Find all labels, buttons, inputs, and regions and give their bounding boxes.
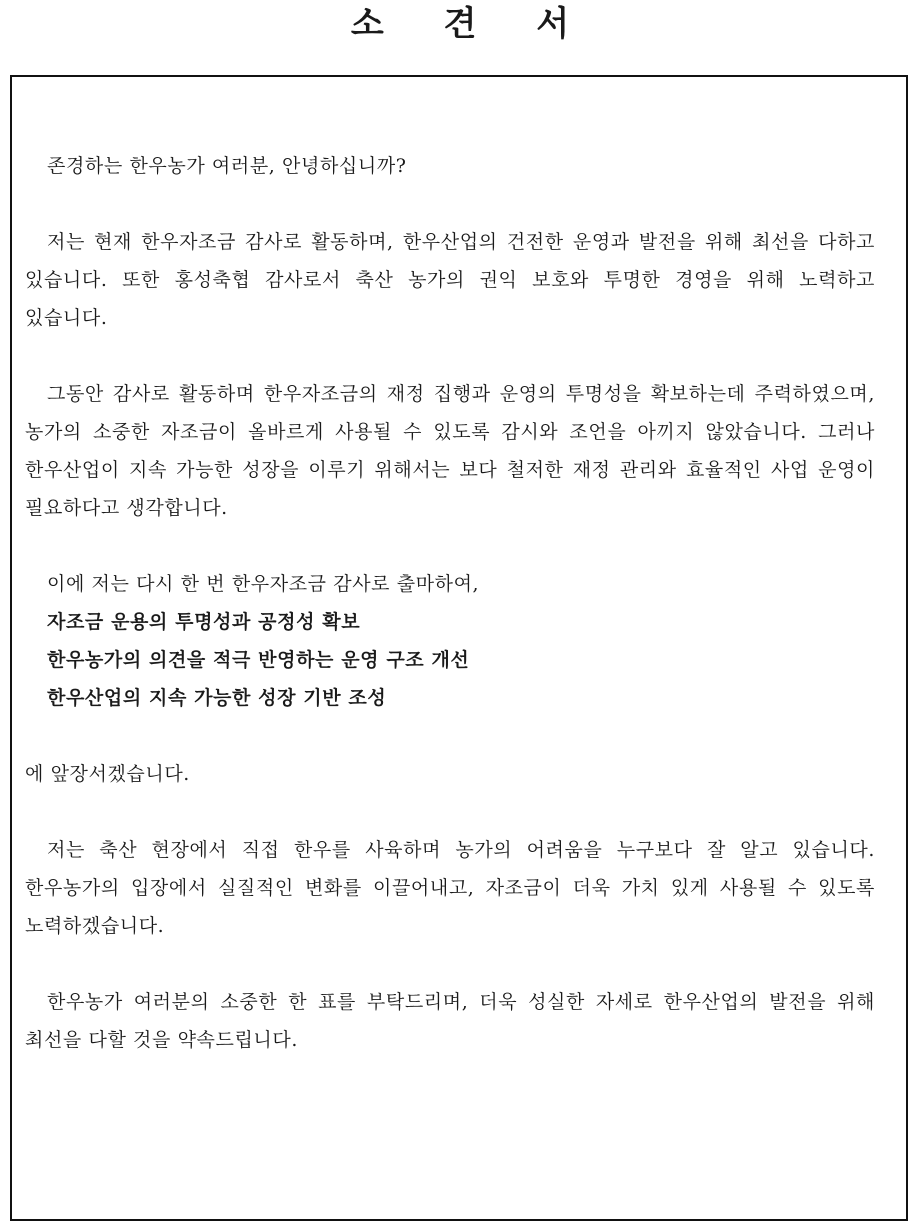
candidacy-paragraph: 이에 저는 다시 한 번 한우자조금 감사로 출마하여,: [47, 573, 480, 595]
closing-paragraph: 한우농가 여러분의 소중한 한 표를 부탁드리며, 더욱 성실한 자세로 한우산업의 발전을 위해 최선을 다할 것을 약속드립니다.: [25, 991, 875, 1051]
activity-paragraph: 그동안 감사로 활동하며 한우자조금의 재정 집행과 운영의 투명성을 확보하는데 주력하였으며, 농가의 소중한 자조금이 올바르게 사용될 수 있도록 감시와 조언을 아끼지 않았습니다. 그러나 한우산업이 지속 가능한 성장을 이루기 위해서는 보다 철저한 재정 관리와 효율적인 사업 운영이 필요하다고 생각합니다.: [25, 383, 875, 519]
pledge-closing-paragraph: 에 앞장서겠습니다.: [25, 763, 190, 785]
document-body: [25, 147, 875, 1059]
greeting-paragraph: 존경하는 한우농가 여러분, 안녕하십니까?: [47, 155, 407, 177]
pledge-item: 자조금 운용의 투명성과 공정성 확보: [47, 611, 361, 633]
intro-paragraph: 저는 현재 한우자조금 감사로 활동하며, 한우산업의 건전한 운영과 발전을 위해 최선을 다하고 있습니다. 또한 홍성축협 감사로서 축산 농가의 권익 보호와 투명한 경영을 위해 노력하고 있습니다.: [25, 231, 875, 329]
pledge-item: 한우산업의 지속 가능한 성장 기반 조성: [47, 687, 387, 709]
document-title: 소 견 서: [350, 4, 594, 44]
pledge-item: 한우농가의 의견을 적극 반영하는 운영 구조 개선: [47, 649, 470, 671]
experience-paragraph: 저는 축산 현장에서 직접 한우를 사육하며 농가의 어려움을 누구보다 잘 알고 있습니다. 한우농가의 입장에서 실질적인 변화를 이끌어내고, 자조금이 더욱 가치 있게 사용될 수 있도록 노력하겠습니다.: [25, 839, 875, 937]
